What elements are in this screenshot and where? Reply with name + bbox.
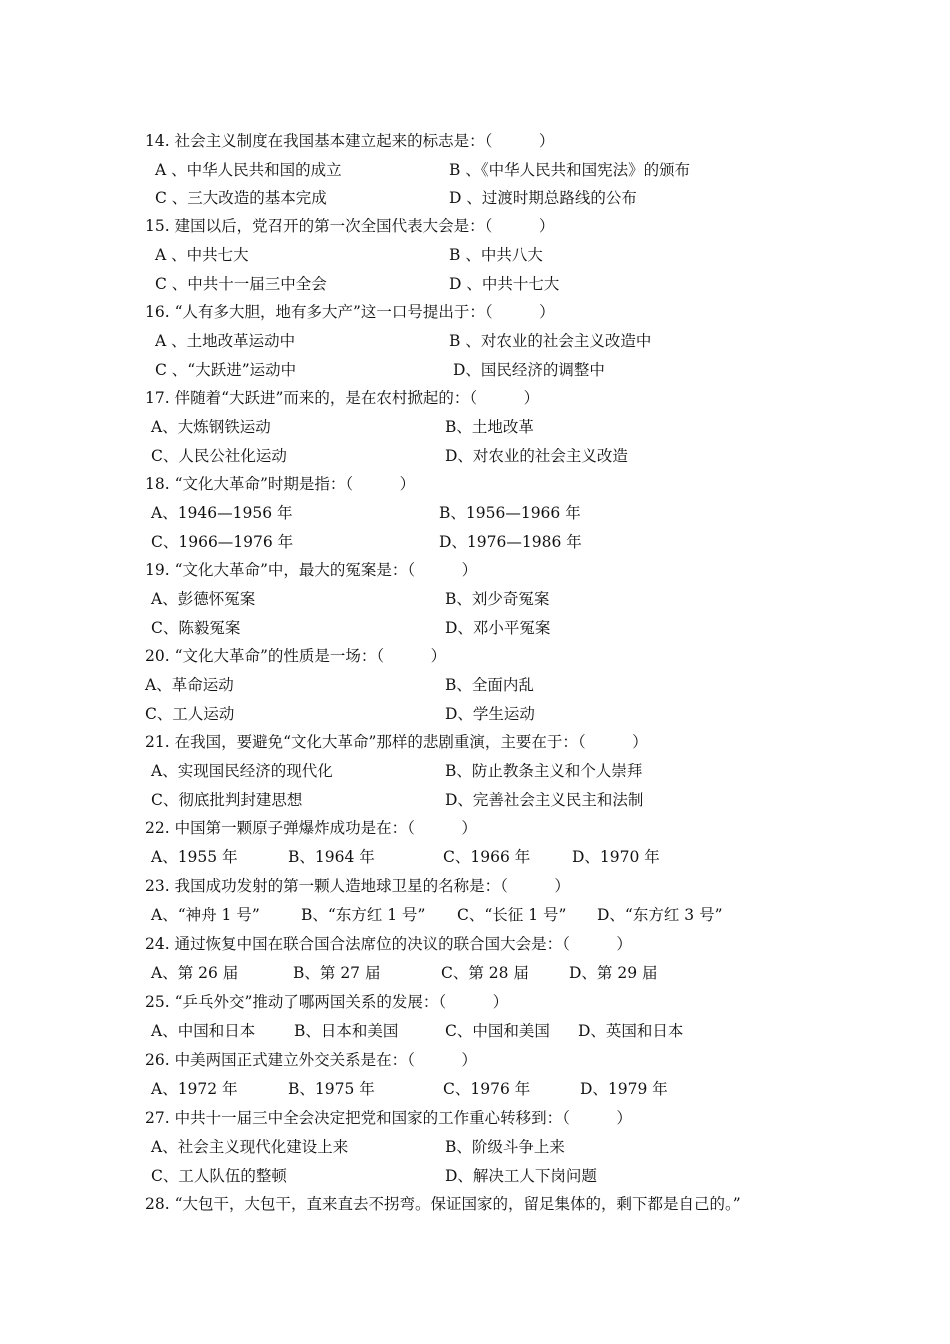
question-17-option-b: B、土地改革	[445, 418, 534, 436]
question-23-option-c: C、“长征 1 号”	[457, 906, 567, 924]
question-23-option-a: A、“神舟 1 号”	[151, 906, 260, 924]
question-24-option-a: A、第 26 届	[151, 964, 239, 982]
question-18-stem: 18. “文化大革命”时期是指：（ ）	[145, 475, 416, 493]
question-20-option-b: B、全面内乱	[445, 676, 534, 694]
question-14-option-d: D 、过渡时期总路线的公布	[449, 189, 637, 207]
question-19-option-d: D、邓小平冤案	[445, 619, 551, 637]
question-16-option-a: A 、土地改革运动中	[155, 332, 296, 350]
question-20-option-d: D、学生运动	[445, 705, 535, 723]
question-17-option-a: A、大炼钢铁运动	[151, 418, 271, 436]
question-15-option-b: B 、中共八大	[449, 246, 543, 264]
question-18-option-d: D、1976—1986 年	[439, 533, 582, 551]
question-23-stem: 23. 我国成功发射的第一颗人造地球卫星的名称是：（ ）	[145, 877, 570, 895]
question-20-option-a: A、革命运动	[145, 676, 234, 694]
question-14-option-a: A 、中华人民共和国的成立	[155, 161, 342, 179]
question-27-option-b: B、阶级斗争上来	[445, 1138, 565, 1156]
question-15-stem: 15. 建国以后，党召开的第一次全国代表大会是：（ ）	[145, 217, 555, 235]
question-27-stem: 27. 中共十一届三中全会决定把党和国家的工作重心转移到：（ ）	[145, 1109, 632, 1127]
question-19-option-b: B、刘少奇冤案	[445, 590, 550, 608]
question-24-option-c: C、第 28 届	[441, 964, 529, 982]
question-24-option-b: B、第 27 届	[293, 964, 381, 982]
question-26-option-b: B、1975 年	[288, 1080, 375, 1098]
question-15-option-d: D 、中共十七大	[449, 275, 560, 293]
question-24-option-d: D、第 29 届	[569, 964, 658, 982]
question-27-option-c: C、工人队伍的整顿	[151, 1167, 287, 1185]
question-22-stem: 22. 中国第一颗原子弹爆炸成功是在：（ ）	[145, 819, 477, 837]
question-22-option-d: D、1970 年	[572, 848, 660, 866]
question-26-stem: 26. 中美两国正式建立外交关系是在：（ ）	[145, 1051, 477, 1069]
question-26-option-c: C、1976 年	[443, 1080, 531, 1098]
question-22-option-a: A、1955 年	[151, 848, 238, 866]
question-18-option-c: C、1966—1976 年	[151, 533, 294, 551]
question-14-stem: 14. 社会主义制度在我国基本建立起来的标志是：（ ）	[145, 132, 555, 150]
question-20-option-c: C、工人运动	[145, 705, 235, 723]
question-18-option-a: A、1946—1956 年	[151, 504, 293, 522]
question-17-option-d: D、对农业的社会主义改造	[445, 447, 628, 465]
question-25-option-c: C、中国和美国	[445, 1022, 550, 1040]
question-21-option-c: C、彻底批判封建思想	[151, 791, 303, 809]
question-22-option-c: C、1966 年	[443, 848, 531, 866]
question-26-option-d: D、1979 年	[580, 1080, 668, 1098]
question-16-option-b: B 、对农业的社会主义改造中	[449, 332, 652, 350]
question-27-option-d: D、解决工人下岗问题	[445, 1167, 597, 1185]
question-25-stem: 25. “乒乓外交”推动了哪两国关系的发展：（ ）	[145, 993, 509, 1011]
question-24-stem: 24. 通过恢复中国在联合国合法席位的决议的联合国大会是：（ ）	[145, 935, 632, 953]
question-17-stem: 17. 伴随着“大跃进”而来的，是在农村掀起的：（ ）	[145, 389, 540, 407]
question-18-option-b: B、1956—1966 年	[439, 504, 581, 522]
question-22-option-b: B、1964 年	[288, 848, 375, 866]
question-25-option-b: B、日本和美国	[294, 1022, 399, 1040]
question-15-option-c: C 、中共十一届三中全会	[155, 275, 327, 293]
question-17-option-c: C、人民公社化运动	[151, 447, 287, 465]
question-19-option-c: C、陈毅冤案	[151, 619, 241, 637]
question-25-option-d: D、英国和日本	[578, 1022, 684, 1040]
question-21-option-d: D、完善社会主义民主和法制	[445, 791, 644, 809]
question-14-option-c: C 、三大改造的基本完成	[155, 189, 327, 207]
question-20-stem: 20. “文化大革命”的性质是一场：（ ）	[145, 647, 447, 665]
question-26-option-a: A、1972 年	[151, 1080, 238, 1098]
question-16-option-c: C 、“大跃进”运动中	[155, 361, 297, 379]
question-15-option-a: A 、中共七大	[155, 246, 249, 264]
question-25-option-a: A、中国和日本	[151, 1022, 256, 1040]
question-27-option-a: A、社会主义现代化建设上来	[151, 1138, 349, 1156]
question-19-stem: 19. “文化大革命”中，最大的冤案是：（ ）	[145, 561, 478, 579]
question-23-option-b: B、“东方红 1 号”	[301, 906, 426, 924]
question-28-stem: 28. “大包干，大包干，直来直去不拐弯。保证国家的，留足集体的，剩下都是自己的。”	[145, 1195, 741, 1213]
question-16-option-d: D、国民经济的调整中	[453, 361, 605, 379]
question-16-stem: 16. “人有多大胆，地有多大产”这一口号提出于：（ ）	[145, 303, 555, 321]
question-23-option-d: D、“东方红 3 号”	[597, 906, 723, 924]
question-21-stem: 21. 在我国，要避免“文化大革命”那样的悲剧重演，主要在于：（ ）	[145, 733, 648, 751]
question-21-option-a: A、实现国民经济的现代化	[151, 762, 333, 780]
question-14-option-b: B 、《中华人民共和国宪法》的颁布	[449, 161, 691, 179]
question-19-option-a: A、彭德怀冤案	[151, 590, 256, 608]
question-21-option-b: B、防止教条主义和个人崇拜	[445, 762, 643, 780]
